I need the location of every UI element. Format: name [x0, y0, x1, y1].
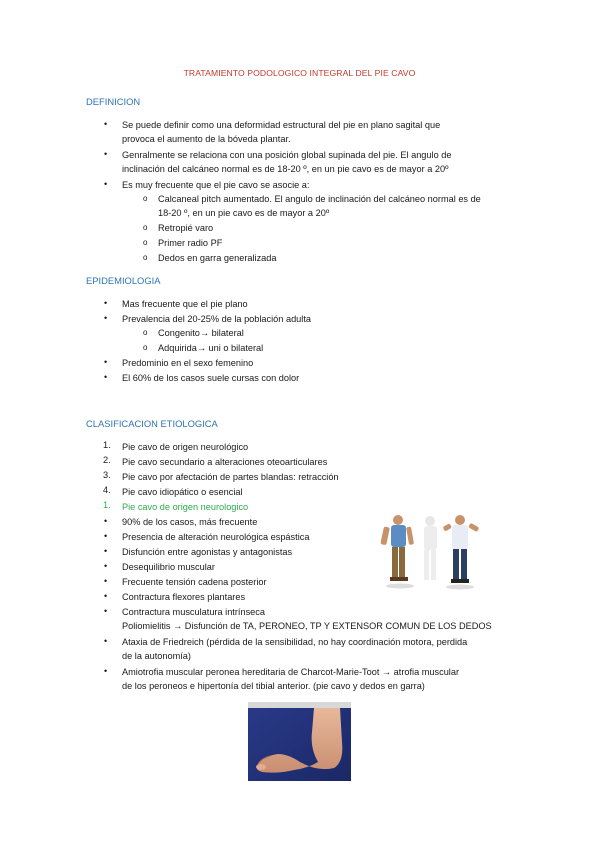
bullet-glyph: •	[104, 531, 108, 541]
bullet-glyph: •	[104, 636, 108, 646]
definicion-item-1-line-1: Se puede definir como una deformidad estructural del pie en plano sagital que	[122, 120, 441, 130]
bullet-glyph: •	[104, 313, 108, 323]
clasificacion-numbered-2: Pie cavo secundario a alteraciones oteoarticulares	[122, 457, 328, 467]
definicion-subitem-4: Dedos en garra generalizada	[158, 253, 277, 263]
clasificacion-bullet-1: 90% de los casos, más frecuente	[122, 517, 258, 527]
epidemiologia-item-2: Prevalencia del 20-25% de la población adulta	[122, 314, 311, 324]
clasificacion-bullet-8-line-2: de la autonomía)	[122, 651, 191, 661]
definicion-item-2-line-1: Genralmente se relaciona con una posición global supinada del pie. El angulo de	[122, 150, 452, 160]
patient-figures-illustration	[380, 511, 486, 593]
epidemiologia-subitem-2: Adquirida→ uni o bilateral	[158, 343, 264, 353]
section-heading-definicion: DEFINICION	[86, 96, 141, 107]
bullet-glyph: •	[104, 591, 108, 601]
section-heading-clasificacion: CLASIFICACION ETIOLOGICA	[86, 418, 218, 429]
bullet-glyph: •	[104, 372, 108, 382]
sub-bullet-glyph: o	[143, 238, 148, 247]
definicion-subitem-1-line-1: Calcaneal pitch aumentado. El angulo de inclinación del calcáneo normal es de	[158, 194, 481, 204]
clasificacion-bullet-8-line-1: Ataxia de Friedreich (pérdida de la sensibilidad, no hay coordinación motora, perdida	[122, 637, 468, 647]
definicion-item-3-line-1: Es muy frecuente que el pie cavo se asocie a:	[122, 180, 310, 190]
sub-bullet-glyph: o	[143, 223, 148, 232]
bullet-glyph: •	[104, 546, 108, 556]
sub-bullet-glyph: o	[143, 328, 148, 337]
definicion-subitem-3: Primer radio PF	[158, 238, 223, 248]
list-number-highlight: 1.	[103, 500, 111, 510]
document-title: TRATAMIENTO PODOLOGICO INTEGRAL DEL PIE CAVO	[183, 68, 416, 78]
sub-bullet-glyph: o	[143, 253, 148, 262]
definicion-item-1-line-2: provoca el aumento de la bóveda plantar.	[122, 134, 291, 144]
epidemiologia-item-1: Mas frecuente que el pie plano	[122, 299, 248, 309]
sub-bullet-glyph: o	[143, 194, 148, 203]
clasificacion-bullet-7-line-1: Contractura musculatura intrínseca	[122, 607, 265, 617]
definicion-subitem-1-line-2: 18-20 º, en un pie cavo es de mayor a 20º	[158, 208, 330, 218]
bullet-glyph: •	[104, 561, 108, 571]
clasificacion-bullet-7-line-2: Poliomielitis → Disfunción de TA, PERONEO, TP Y EXTENSOR COMUN DE LOS DEDOS	[122, 621, 492, 631]
definicion-subitem-2: Retropié varo	[158, 223, 214, 233]
bullet-glyph: •	[104, 357, 108, 367]
definicion-item-2-line-2: inclinación del calcáneo normal es de 18-20 º, en un pie cavo es de mayor a 20º	[122, 164, 449, 174]
epidemiologia-item-3: Predominio en el sexo femenino	[122, 358, 254, 368]
epidemiologia-subitem-1: Congenito→ bilateral	[158, 328, 244, 338]
bullet-glyph: •	[104, 516, 108, 526]
list-number: 1.	[103, 440, 111, 450]
list-number: 2.	[103, 455, 111, 465]
bullet-glyph: •	[104, 576, 108, 586]
bullet-glyph: •	[104, 606, 108, 616]
list-number: 3.	[103, 470, 111, 480]
sub-bullet-glyph: o	[143, 343, 148, 352]
cavus-foot-photo	[248, 702, 351, 781]
patient-figures-svg	[380, 511, 486, 593]
clasificacion-bullet-3: Disfunción entre agonistas y antagonistas	[122, 547, 293, 557]
bullet-glyph: •	[104, 666, 108, 676]
clasificacion-bullet-9-line-2: de los peroneos e hipertonía del tibial anterior. (pie cavo y dedos en garra)	[122, 681, 425, 691]
clasificacion-bullet-2: Presencia de alteración neurológica espástica	[122, 532, 310, 542]
bullet-glyph: •	[104, 298, 108, 308]
clasificacion-bullet-9-line-1: Amiotrofia muscular peronea hereditaria de Charcot-Marie-Toot → atrofia muscular	[122, 667, 460, 677]
clasificacion-numbered-3: Pie cavo por afectación de partes blandas: retracción	[122, 472, 339, 482]
clasificacion-bullet-6: Contractura flexores plantares	[122, 592, 246, 602]
clasificacion-bullet-5: Frecuente tensión cadena posterior	[122, 577, 267, 587]
bullet-glyph: •	[104, 119, 108, 129]
clasificacion-numbered-5-highlight: Pie cavo de origen neurologico	[122, 502, 249, 512]
section-heading-epidemiologia: EPIDEMIOLOGIA	[86, 275, 161, 286]
bullet-glyph: •	[104, 149, 108, 159]
list-number: 4.	[103, 485, 111, 495]
cavus-foot-svg	[248, 702, 351, 781]
clasificacion-bullet-4: Desequilibrio muscular	[122, 562, 215, 572]
bullet-glyph: •	[104, 179, 108, 189]
clasificacion-numbered-4: Pie cavo idiopático o esencial	[122, 487, 243, 497]
clasificacion-numbered-1: Pie cavo de origen neurológico	[122, 442, 249, 452]
epidemiologia-item-4: El 60% de los casos suele cursas con dolor	[122, 373, 300, 383]
